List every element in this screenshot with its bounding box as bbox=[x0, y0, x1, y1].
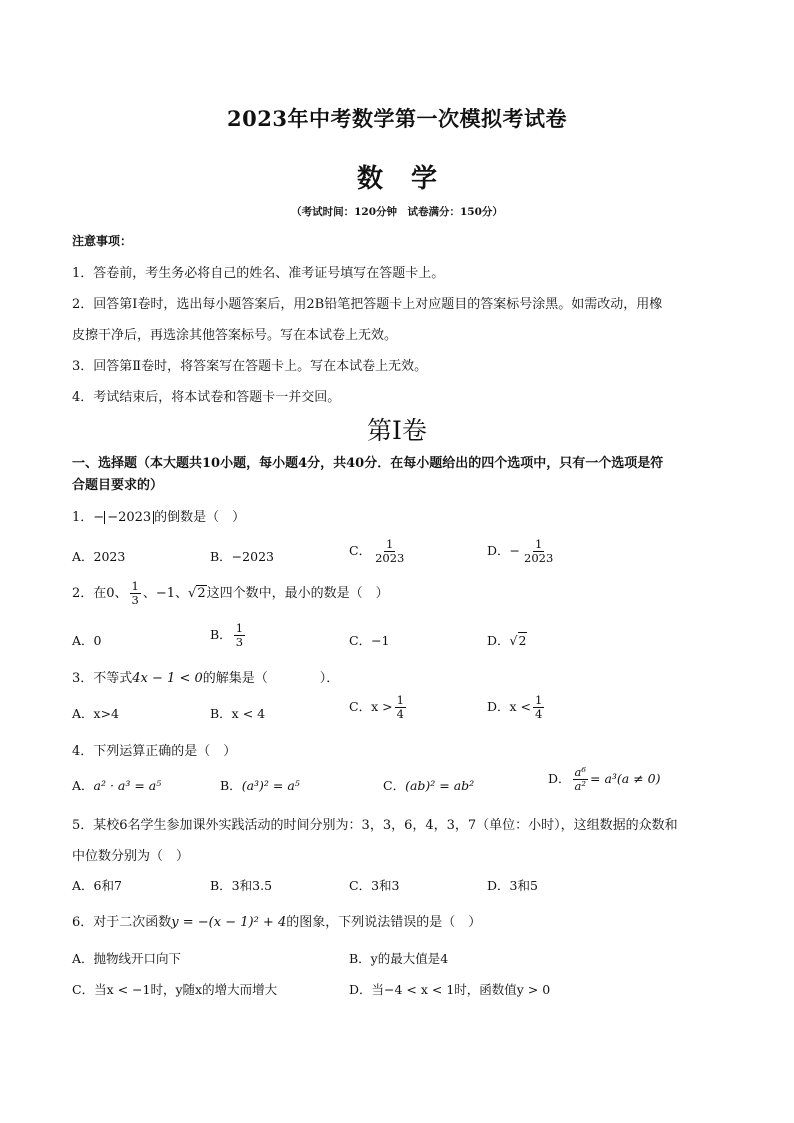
q1-c-numerator: 1 bbox=[386, 537, 394, 551]
q1-d-label: D．− bbox=[487, 543, 520, 559]
notice-heading: 注意事项： bbox=[72, 234, 133, 248]
q2-option-c: C．−1 bbox=[349, 633, 390, 648]
q1-option-c bbox=[349, 538, 408, 565]
q1-abs-value: −2023 bbox=[104, 511, 154, 524]
q1-c-label: C． bbox=[349, 543, 372, 559]
exam-info: （考试时间：120分钟 试卷满分：150分） bbox=[291, 206, 503, 218]
notice-line-3: 3．回答第Ⅱ卷时，将答案写在答题卡上。写在本试卷上无效。 bbox=[72, 359, 428, 374]
section-intro-2: 合题目要求的） bbox=[72, 478, 164, 493]
q2-mid: 、−1、 bbox=[142, 586, 189, 602]
q2-b-label: B． bbox=[210, 627, 232, 643]
q3-c-denominator: 4 bbox=[396, 707, 404, 722]
q1-option-b: B．−2023 bbox=[210, 549, 274, 564]
q4-d-numerator: a⁶ bbox=[574, 765, 586, 779]
question-1 bbox=[72, 506, 245, 525]
exam-title: 2023年中考数学第一次模拟考试卷 bbox=[227, 106, 567, 131]
q2-d-sqrt: √2 bbox=[509, 633, 527, 648]
notice-line-1: 1．答卷前，考生务必将自己的姓名、准考证号填写在答题卡上。 bbox=[72, 266, 445, 281]
q4-option-b bbox=[220, 776, 300, 794]
q6-stem-pre: 6．对于二次函数 bbox=[72, 915, 172, 930]
q4-option-d bbox=[548, 766, 661, 793]
q6-option-c: C．当x < −1时，y随x的增大而增大 bbox=[72, 982, 278, 997]
q4-d-fraction bbox=[573, 766, 588, 793]
q3-option-a: A．x>4 bbox=[72, 706, 120, 721]
section-intro-1: 一、选择题（本大题共10小题，每小题4分，共40分．在每小题给出的四个选项中，只有一个选项是符 bbox=[72, 456, 664, 471]
q4-d-denominator: a² bbox=[574, 779, 586, 794]
q1-option-a: A．2023 bbox=[72, 549, 126, 564]
q3-d-label: D．x < bbox=[487, 699, 532, 715]
section-title: 第Ⅰ卷 bbox=[367, 416, 427, 445]
question-5-line-1: 5．某校6名学生参加课外实践活动的时间分别为：3，3，6，4，3，7（单位：小时），这组数据的众数和 bbox=[72, 818, 678, 833]
q1-d-denominator: 2023 bbox=[524, 551, 554, 566]
q2-stem: 这四个数中，最小的数是（ ） bbox=[206, 586, 389, 602]
q5-option-a: A．6和7 bbox=[72, 878, 122, 893]
q2-option-b bbox=[210, 622, 247, 649]
q1-d-numerator: 1 bbox=[534, 537, 543, 551]
q3-d-fraction bbox=[533, 694, 544, 721]
q1-number: 1． bbox=[72, 510, 94, 525]
q3-option-c bbox=[349, 694, 408, 721]
q1-stem: 的倒数是（ ） bbox=[154, 510, 246, 525]
q2-d-label: D． bbox=[487, 633, 510, 648]
q4-b-label: B． bbox=[220, 778, 242, 793]
subject-heading: 数学 bbox=[356, 164, 465, 194]
q3-inequality: 4x − 1 < 0 bbox=[132, 671, 203, 686]
q3-d-numerator: 1 bbox=[535, 693, 543, 707]
q3-stem-pre: 3．不等式 bbox=[72, 671, 133, 686]
q3-c-fraction bbox=[395, 694, 406, 721]
q2-b-numerator: 1 bbox=[235, 621, 244, 635]
q2-d-radicand: 2 bbox=[518, 633, 527, 648]
notice-line-2b: 皮擦干净后，再选涂其他答案标号。写在本试卷上无效。 bbox=[72, 328, 398, 343]
q2-option-a: A．0 bbox=[72, 633, 102, 648]
q1-minus: − bbox=[93, 510, 105, 525]
q4-a-expression: a² · a³ = a⁵ bbox=[93, 778, 162, 793]
q3-stem-post: 的解集是（ ）． bbox=[202, 671, 340, 686]
q5-option-c: C．3和3 bbox=[349, 878, 400, 893]
q3-c-numerator: 1 bbox=[396, 693, 404, 707]
q1-c-fraction bbox=[373, 538, 406, 565]
q6-option-d: D．当−4 < x < 1时，函数值y > 0 bbox=[349, 982, 551, 997]
q4-b-expression: (a³)² = a⁵ bbox=[241, 778, 300, 793]
question-6 bbox=[72, 911, 481, 930]
q4-d-label: D． bbox=[548, 771, 571, 787]
q1-option-d bbox=[487, 538, 557, 565]
q2-numerator: 1 bbox=[131, 579, 139, 593]
notice-line-2a: 2．回答第Ⅰ卷时，选出每小题答案后，用2B铅笔把答题卡上对应题目的答案标号涂黑。如需改动，用橡 bbox=[72, 297, 663, 312]
q4-c-expression: (ab)² = ab² bbox=[405, 778, 475, 793]
q3-option-d bbox=[487, 694, 546, 721]
q6-option-b: B．y的最大值是4 bbox=[349, 951, 449, 966]
question-5-line-2: 中位数分别为（ ） bbox=[72, 849, 190, 864]
q2-fraction bbox=[130, 580, 141, 607]
q2-number: 2．在0、 bbox=[72, 586, 128, 602]
q4-a-label: A． bbox=[72, 778, 94, 793]
q6-function: y = −(x − 1)² + 4 bbox=[171, 915, 287, 930]
q4-option-a bbox=[72, 776, 161, 794]
notice-line-4: 4．考试结束后，将本试卷和答题卡一并交回。 bbox=[72, 390, 341, 405]
q2-option-d bbox=[487, 631, 527, 649]
q6-option-a: A．抛物线开口向下 bbox=[72, 951, 182, 966]
q4-option-c bbox=[383, 776, 474, 794]
q2-denominator: 3 bbox=[131, 593, 139, 608]
q2-sqrt: √2 bbox=[188, 586, 206, 602]
q3-c-label: C．x > bbox=[349, 699, 393, 715]
question-3 bbox=[72, 667, 339, 686]
q6-stem-post: 的图象，下列说法错误的是（ ） bbox=[286, 915, 482, 930]
q3-d-denominator: 4 bbox=[535, 707, 543, 722]
q1-c-denominator: 2023 bbox=[375, 551, 405, 566]
question-2 bbox=[72, 580, 389, 607]
q4-c-label: C． bbox=[383, 778, 406, 793]
q2-b-denominator: 3 bbox=[235, 635, 244, 650]
q2-b-fraction bbox=[234, 622, 245, 649]
q1-d-fraction bbox=[522, 538, 555, 565]
question-4: 4．下列运算正确的是（ ） bbox=[72, 744, 237, 759]
q5-option-b: B．3和3.5 bbox=[210, 878, 273, 893]
q2-radicand: 2 bbox=[197, 586, 206, 602]
q3-option-b: B．x < 4 bbox=[210, 706, 266, 721]
q5-option-d: D．3和5 bbox=[487, 878, 538, 893]
q4-d-rest: = a³(a ≠ 0) bbox=[590, 771, 661, 787]
